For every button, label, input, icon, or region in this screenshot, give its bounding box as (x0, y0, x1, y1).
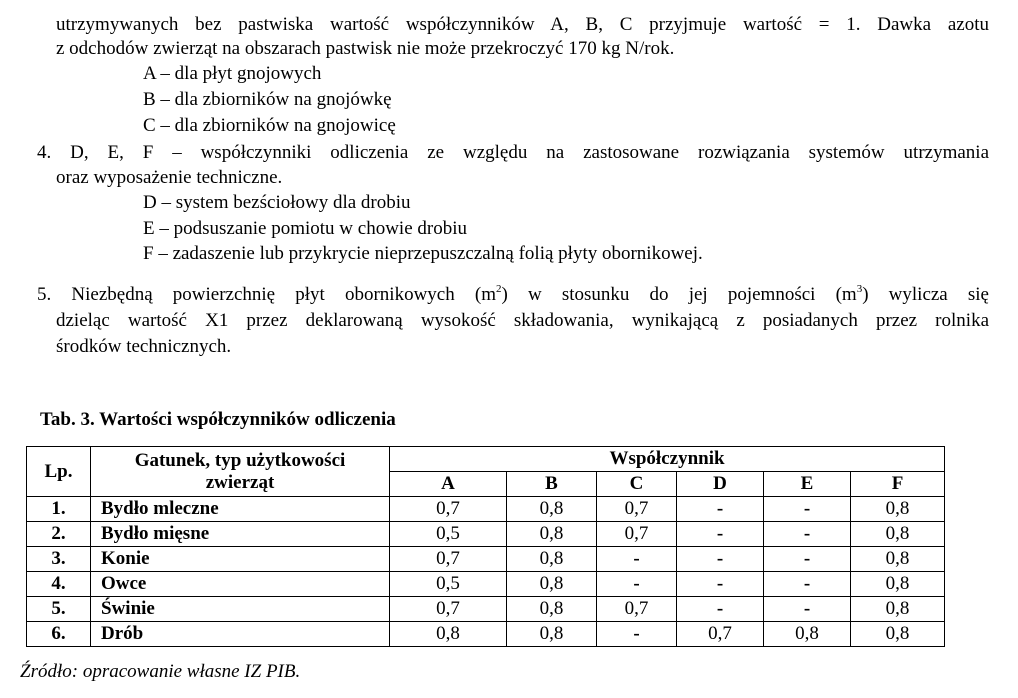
coefficient-cell-f: 0,8 (851, 597, 945, 622)
list-item: F – zadaszenie lub przykrycie nieprzepuszczalną folią płyty obornikowej. (143, 243, 703, 264)
coefficient-cell-a: 0,7 (390, 497, 507, 522)
header-col-d: D (677, 472, 764, 497)
coefficient-cell-b: 0,8 (507, 572, 597, 597)
coefficient-cell-f: 0,8 (851, 522, 945, 547)
paragraph-line: 4. D, E, F – współczynniki odliczenia ze względu na zastosowane rozwiązania systemów utrzymania (37, 142, 989, 163)
coefficient-cell-c: - (597, 622, 677, 647)
coefficient-cell-a: 0,8 (390, 622, 507, 647)
header-col-f: F (851, 472, 945, 497)
row-number: 1. (27, 497, 91, 522)
coefficient-cell-a: 0,7 (390, 547, 507, 572)
table-row (27, 622, 945, 647)
paragraph-line: z odchodów zwierząt na obszarach pastwisk nie może przekroczyć 170 kg N/rok. (56, 38, 675, 59)
animal-type: Owce (91, 572, 390, 597)
coefficient-cell-c: - (597, 572, 677, 597)
coefficient-cell-d: 0,7 (677, 622, 764, 647)
row-number: 6. (27, 622, 91, 647)
coefficient-cell-d: - (677, 497, 764, 522)
coefficient-cell-a: 0,7 (390, 597, 507, 622)
coefficient-cell-d: - (677, 597, 764, 622)
row-number: 3. (27, 547, 91, 572)
table-row (27, 572, 945, 597)
coefficient-cell-f: 0,8 (851, 572, 945, 597)
coefficients-table (26, 446, 945, 647)
animal-type: Bydło mleczne (91, 497, 390, 522)
coefficient-cell-e: - (764, 547, 851, 572)
coefficient-cell-b: 0,8 (507, 547, 597, 572)
table-row (27, 547, 945, 572)
coefficient-cell-a: 0,5 (390, 572, 507, 597)
animal-type: Drób (91, 622, 390, 647)
list-item: A – dla płyt gnojowych (143, 63, 322, 84)
paragraph-line: dzieląc wartość X1 przez deklarowaną wysokość składowania, wynikającą z posiadanych przez rolnika (56, 310, 989, 331)
paragraph-line: utrzymywanych bez pastwiska wartość współczynników A, B, C przyjmuje wartość = 1. Dawka azotu (56, 14, 989, 35)
coefficient-cell-c: 0,7 (597, 597, 677, 622)
header-col-e: E (764, 472, 851, 497)
source-note: Źródło: opracowanie własne IZ PIB. (20, 661, 301, 682)
header-col-c: C (597, 472, 677, 497)
coefficient-cell-e: - (764, 522, 851, 547)
coefficient-cell-d: - (677, 547, 764, 572)
header-col-b: B (507, 472, 597, 497)
table-row (27, 597, 945, 622)
table-caption: Tab. 3. Wartości współczynników odliczenia (40, 409, 396, 430)
coefficient-cell-c: 0,7 (597, 522, 677, 547)
header-col-a: A (390, 472, 507, 497)
coefficient-cell-b: 0,8 (507, 497, 597, 522)
coefficient-cell-d: - (677, 522, 764, 547)
list-item: E – podsuszanie pomiotu w chowie drobiu (143, 218, 468, 239)
coefficient-cell-e: - (764, 597, 851, 622)
coefficient-cell-f: 0,8 (851, 622, 945, 647)
row-number: 2. (27, 522, 91, 547)
table-row (27, 497, 945, 522)
header-coefficient: Współczynnik (390, 447, 945, 472)
header-lp: Lp. (27, 447, 91, 497)
list-item: B – dla zbiorników na gnojówkę (143, 89, 392, 110)
table-row (27, 522, 945, 547)
coefficient-cell-e: 0,8 (764, 622, 851, 647)
header-name: Gatunek, typ użytkowości zwierząt (91, 447, 390, 497)
coefficient-cell-e: - (764, 572, 851, 597)
coefficient-cell-b: 0,8 (507, 522, 597, 547)
list-item: D – system bezściołowy dla drobiu (143, 192, 411, 213)
coefficient-cell-f: 0,8 (851, 497, 945, 522)
paragraph-line: 5. Niezbędną powierzchnię płyt obornikowych $(m^2)$ w stosunku do jej pojemności $(m^3)$ wylicza się (37, 283, 989, 305)
coefficient-cell-a: 0,5 (390, 522, 507, 547)
coefficient-cell-b: 0,8 (507, 597, 597, 622)
coefficient-cell-c: 0,7 (597, 497, 677, 522)
coefficient-cell-e: - (764, 497, 851, 522)
row-number: 4. (27, 572, 91, 597)
coefficient-cell-d: - (677, 572, 764, 597)
list-item: C – dla zbiorników na gnojowicę (143, 115, 396, 136)
animal-type: Bydło mięsne (91, 522, 390, 547)
coefficient-cell-b: 0,8 (507, 622, 597, 647)
row-number: 5. (27, 597, 91, 622)
animal-type: Konie (91, 547, 390, 572)
paragraph-line: środków technicznych. (56, 336, 232, 357)
coefficient-cell-f: 0,8 (851, 547, 945, 572)
coefficient-cell-c: - (597, 547, 677, 572)
animal-type: Świnie (91, 597, 390, 622)
paragraph-line: oraz wyposażenie techniczne. (56, 167, 283, 188)
